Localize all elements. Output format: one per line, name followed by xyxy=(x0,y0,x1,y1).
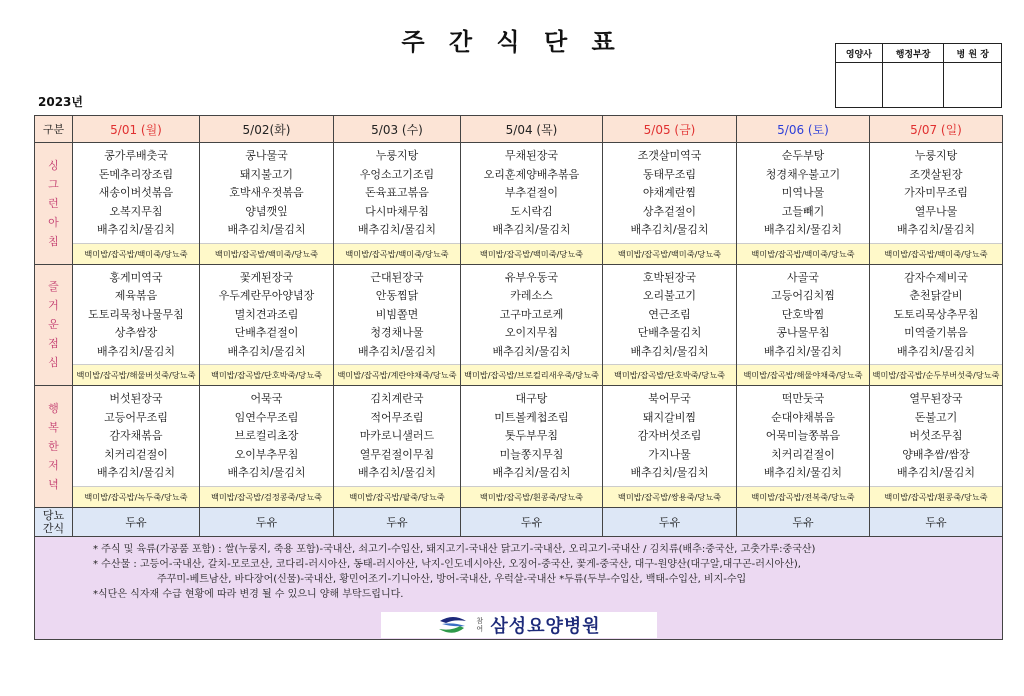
meal-label xyxy=(35,143,73,265)
dish-item: 무채된장국 xyxy=(504,149,559,162)
dish-item: 양념깻잎 xyxy=(245,204,288,218)
dish-item: 조갯살된장 xyxy=(909,167,963,181)
note-line: *식단은 식자재 수급 현황에 따라 변경 될 수 있으니 양해 부탁드립니다. xyxy=(93,588,404,600)
note-line: * 수산물 : 고등어-국내산, 갈치-모로코산, 코다리-러시아산, 동태-러시아산, 낙지-인도네시아산, 오징어-중국산, 꽃게-중국산, 대구-원양산(대구알,대구곤-러시아산), xyxy=(93,558,801,570)
menu-cell xyxy=(200,264,334,386)
dish-item: 돈육표고볶음 xyxy=(365,186,429,199)
meal-row xyxy=(35,264,1003,386)
dish-item: 대구탕 xyxy=(515,392,548,405)
menu-cell xyxy=(461,143,603,265)
dish-item: 새송이버섯볶음 xyxy=(98,186,174,199)
dish-item: 미역나물 xyxy=(781,186,825,199)
dish-item: 떡만둣국 xyxy=(781,392,825,405)
dish-item: 오리훈제양배추볶음 xyxy=(483,167,580,181)
snack-cell: 두유 xyxy=(200,507,334,536)
menu-cell xyxy=(737,386,870,508)
approval-label: 병 원 장 xyxy=(944,44,1002,63)
menu-cell xyxy=(461,386,603,508)
dish-item: 비빔쫄면 xyxy=(375,307,419,321)
dish-item: 돈메추리장조림 xyxy=(98,167,174,181)
dish-item: 동태무조림 xyxy=(642,167,697,181)
dish-item: 콩나물국 xyxy=(245,149,288,162)
rice-porridge-options: 백미밥/잡곡밥/전복죽/당뇨죽 xyxy=(737,486,869,507)
dish-item: 상추쌈장 xyxy=(114,326,158,339)
snack-cell: 두유 xyxy=(73,507,200,536)
rice-porridge-options: 백미밥/잡곡밥/계란야채죽/당뇨죽 xyxy=(334,364,460,385)
dish-item: 배추김치/물김치 xyxy=(630,344,709,358)
rice-porridge-options: 백미밥/잡곡밥/쌍용죽/당뇨죽 xyxy=(603,486,736,507)
day-header: 5/07 (일) xyxy=(870,116,1003,143)
dish-item: 고구마고로케 xyxy=(499,307,564,321)
menu-cell xyxy=(870,264,1003,386)
year-label: 2023년 xyxy=(38,95,83,109)
snack-cell: 두유 xyxy=(737,507,870,536)
corner-label: 구분 xyxy=(35,116,73,143)
page-title: 주 간 식 단 표 xyxy=(401,28,623,56)
rice-porridge-options: 백미밥/잡곡밥/단호박죽/당뇨죽 xyxy=(603,364,736,385)
menu-cell xyxy=(334,264,461,386)
dish-item: 어묵국 xyxy=(250,392,283,405)
dish-item: 도토리묵청나물무침 xyxy=(88,307,184,321)
dish-item: 안동찜닭 xyxy=(375,289,419,302)
meal-label-char: 운 xyxy=(48,318,59,332)
dish-item: 배추김치/물김치 xyxy=(896,223,976,236)
menu-cell xyxy=(870,386,1003,508)
snack-label xyxy=(35,507,73,536)
meal-row xyxy=(35,386,1003,508)
dish-item: 임연수무조림 xyxy=(234,410,299,424)
dish-item: 연근조림 xyxy=(648,307,691,321)
menu-cell xyxy=(870,143,1003,265)
dish-item: 근대된장국 xyxy=(370,270,424,284)
snack-cell: 두유 xyxy=(870,507,1003,536)
dish-item: 상추겉절이 xyxy=(642,204,697,218)
logo-name: 삼성요양병원 xyxy=(490,615,601,637)
meal-label-char: 아 xyxy=(48,215,59,229)
samsung-s-logo-icon xyxy=(436,615,470,635)
dish-item: 호박된장국 xyxy=(642,270,697,284)
meal-label xyxy=(35,264,73,386)
dish-item: 콩가루배춧국 xyxy=(104,149,168,162)
menu-cell xyxy=(334,143,461,265)
rice-porridge-options: 백미밥/잡곡밥/백미죽/당뇨죽 xyxy=(603,243,736,264)
menu-cell xyxy=(200,143,334,265)
meal-label-char: 복 xyxy=(48,420,59,434)
dish-item: 배추김치/물김치 xyxy=(896,466,976,479)
dish-item: 마카로니샐러드 xyxy=(359,429,435,442)
note-line: 주꾸미-베트남산, 바다장어(신물)-국내산, 황민어조기-기니아산, 방어-국내산, 우럭살-국내산 *두류(두부-수입산, 백태-수입산, 비지-수입 xyxy=(157,573,747,585)
rice-porridge-options: 백미밥/잡곡밥/백미죽/당뇨죽 xyxy=(73,243,199,264)
menu-cell xyxy=(603,143,737,265)
dish-item: 단호박찜 xyxy=(781,307,825,321)
meal-label xyxy=(35,386,73,508)
rice-porridge-options: 백미밥/잡곡밥/단호박죽/당뇨죽 xyxy=(200,364,333,385)
meal-label-char: 런 xyxy=(48,196,59,210)
dish-item: 배추김치/물김치 xyxy=(630,223,709,236)
day-header: 5/02(화) xyxy=(200,116,334,143)
dish-item: 우엉소고기조림 xyxy=(359,167,435,181)
dish-item: 감자수제비국 xyxy=(904,270,968,284)
rice-porridge-options: 백미밥/잡곡밥/백미죽/당뇨죽 xyxy=(737,243,869,264)
dish-item: 홍게미역국 xyxy=(109,270,163,284)
meal-label-char: 행 xyxy=(48,401,59,415)
snack-label-line: 간식 xyxy=(42,521,65,535)
dish-item: 배추김치/물김치 xyxy=(96,466,176,479)
day-header: 5/05 (금) xyxy=(603,116,737,143)
weekly-menu-table xyxy=(34,115,1003,640)
dish-item: 가지나물 xyxy=(648,447,691,461)
dish-item: 사골국 xyxy=(787,270,819,284)
dish-item: 고등어무조림 xyxy=(104,410,168,424)
approval-signature-cell xyxy=(944,63,1002,108)
dish-item: 버섯조무침 xyxy=(909,429,963,442)
dish-item: 배추김치/물김치 xyxy=(630,466,709,479)
dish-item: 열무된장국 xyxy=(909,392,963,405)
day-header-row xyxy=(35,116,1003,143)
rice-porridge-options: 백미밥/잡곡밥/백미죽/당뇨죽 xyxy=(200,243,333,264)
dish-item: 가자미무조림 xyxy=(904,186,968,199)
meal-label-char: 거 xyxy=(48,299,59,313)
approval-signature-cell xyxy=(882,63,944,108)
dish-item: 고들빼기 xyxy=(781,204,825,218)
dish-item: 제육볶음 xyxy=(114,289,158,302)
dish-item: 호박새우젓볶음 xyxy=(229,186,304,199)
dish-item: 유부우동국 xyxy=(504,270,559,284)
rice-porridge-options: 백미밥/잡곡밥/백미죽/당뇨죽 xyxy=(870,243,1002,264)
dish-item: 열무겉절이무침 xyxy=(359,447,435,461)
dish-item: 버섯된장국 xyxy=(109,392,163,405)
dish-item: 누룽지탕 xyxy=(375,149,419,162)
dish-item: 배추김치/물김치 xyxy=(763,344,843,358)
dish-item: 미늘쫑지무침 xyxy=(499,447,564,461)
dish-item: 배추김치/물김치 xyxy=(896,344,976,358)
meal-label-char: 싱 xyxy=(48,158,59,172)
snack-cell: 두유 xyxy=(461,507,603,536)
dish-item: 오이부추무침 xyxy=(234,447,299,461)
dish-item: 배추김치/물김치 xyxy=(357,344,437,358)
dish-item: 꽃게된장국 xyxy=(239,270,294,284)
dish-item: 우두계란무아양념장 xyxy=(218,289,315,302)
note-line: * 주식 및 육류(가공품 포함) : 쌀(누룽지, 죽용 포함)-국내산, 쇠고기-수입산, 돼지고기-국내산 닭고기-국내산, 오리고기-국내산 / 김치류(배추:중국산, 고춧가루:중국산) xyxy=(93,543,816,555)
menu-cell xyxy=(200,386,334,508)
menu-cell xyxy=(73,143,200,265)
rice-porridge-options: 백미밥/잡곡밥/백미죽/당뇨죽 xyxy=(334,243,460,264)
meal-label-char: 침 xyxy=(48,234,59,248)
origin-notes xyxy=(35,537,1002,602)
rice-porridge-options: 백미밥/잡곡밥/흰콩죽/당뇨죽 xyxy=(870,486,1002,507)
dish-item: 부추겉절이 xyxy=(504,186,559,199)
dish-item: 돼지갈비찜 xyxy=(642,410,697,424)
dish-item: 배추김치/물김치 xyxy=(96,344,176,358)
dish-item: 멸치견과조림 xyxy=(234,307,299,321)
rice-porridge-options: 백미밥/잡곡밥/검정콩죽/당뇨죽 xyxy=(200,486,333,507)
menu-cell xyxy=(737,143,870,265)
hospital-logo xyxy=(381,612,657,638)
dish-item: 배추김치/물김치 xyxy=(357,223,437,236)
snack-cell: 두유 xyxy=(334,507,461,536)
dish-item: 김치계란국 xyxy=(370,392,424,405)
footer-row xyxy=(35,536,1003,639)
dish-item: 오리불고기 xyxy=(642,289,697,302)
rice-porridge-options: 백미밥/잡곡밥/해물버섯죽/당뇨죽 xyxy=(73,364,199,385)
meal-label-char: 저 xyxy=(48,458,59,472)
dish-item: 배추김치/물김치 xyxy=(357,466,437,479)
meal-label-char: 녁 xyxy=(48,477,59,491)
approval-label: 행정부장 xyxy=(882,44,944,63)
dish-item: 어묵미늘쫑볶음 xyxy=(765,429,841,442)
dish-item: 콩나물무침 xyxy=(776,326,830,339)
dish-item: 미트볼케첩조림 xyxy=(494,410,569,424)
day-header: 5/03 (수) xyxy=(334,116,461,143)
dish-item: 브로컬리초장 xyxy=(234,429,299,442)
dish-item: 다시마채무침 xyxy=(365,204,429,218)
dish-item: 야채계란찜 xyxy=(642,186,697,199)
dish-item: 열무나물 xyxy=(914,204,958,218)
dish-item: 북어무국 xyxy=(648,392,691,405)
dish-item: 배추김치/물김치 xyxy=(492,223,571,236)
day-header: 5/04 (목) xyxy=(461,116,603,143)
day-header: 5/01 (월) xyxy=(73,116,200,143)
dish-item: 청경채우불고기 xyxy=(765,167,841,181)
meal-row xyxy=(35,143,1003,265)
dish-item: 치커리겉절이 xyxy=(771,447,835,461)
dish-item: 배추김치/물김치 xyxy=(492,466,571,479)
meal-label-char: 심 xyxy=(48,356,59,370)
rice-porridge-options: 백미밥/잡곡밥/녹두죽/당뇨죽 xyxy=(73,486,199,507)
dish-item: 배추김치/물김치 xyxy=(763,466,843,479)
dish-item: 적어무조림 xyxy=(370,410,424,424)
menu-cell xyxy=(603,264,737,386)
dish-item: 순두부탕 xyxy=(781,149,825,162)
menu-cell xyxy=(73,264,200,386)
dish-item: 감자버섯조림 xyxy=(637,429,702,442)
dish-item: 춘천닭갈비 xyxy=(909,289,963,302)
dish-item: 단배추물김치 xyxy=(637,326,702,339)
dish-item: 미역줄기볶음 xyxy=(904,326,968,339)
approval-label: 영양사 xyxy=(836,44,883,63)
rice-porridge-options: 백미밥/잡곡밥/흰콩죽/당뇨죽 xyxy=(461,486,602,507)
dish-item: 오복지무침 xyxy=(109,204,163,218)
rice-porridge-options: 백미밥/잡곡밥/해물야채죽/당뇨죽 xyxy=(737,364,869,385)
notes-panel xyxy=(35,536,1003,639)
dish-item: 배추김치/물김치 xyxy=(96,223,176,236)
dish-item: 톳두부무침 xyxy=(504,429,559,442)
dish-item: 배추김치/물김치 xyxy=(492,344,571,358)
meal-label-char: 즐 xyxy=(48,280,59,294)
dish-item: 치커리겉절이 xyxy=(104,447,168,461)
dish-item: 누룽지탕 xyxy=(914,149,958,162)
menu-cell xyxy=(461,264,603,386)
menu-cell xyxy=(737,264,870,386)
menu-cell xyxy=(334,386,461,508)
dish-item: 배추김치/물김치 xyxy=(763,223,843,236)
dish-item: 오이지무침 xyxy=(504,326,559,339)
meal-label-char: 한 xyxy=(48,439,59,453)
logo-subtext: 참여 xyxy=(476,616,484,633)
dish-item: 배추김치/물김치 xyxy=(227,344,306,358)
dish-item: 순대야채볶음 xyxy=(771,410,835,424)
dish-item: 양배추쌈/쌈장 xyxy=(902,447,970,461)
meal-label-char: 점 xyxy=(48,337,59,351)
rice-porridge-options: 백미밥/잡곡밥/브로컬리새우죽/당뇨죽 xyxy=(461,364,602,385)
rice-porridge-options: 백미밥/잡곡밥/백미죽/당뇨죽 xyxy=(461,243,602,264)
menu-cell xyxy=(73,386,200,508)
rice-porridge-options: 백미밥/잡곡밥/팥죽/당뇨죽 xyxy=(334,486,460,507)
snack-cell: 두유 xyxy=(603,507,737,536)
day-header: 5/06 (토) xyxy=(737,116,870,143)
rice-porridge-options: 백미밥/잡곡밥/순두부버섯죽/당뇨죽 xyxy=(870,364,1002,385)
dish-item: 청경채나물 xyxy=(370,326,424,339)
dish-item: 배추김치/물김치 xyxy=(227,466,306,479)
snack-label-line: 당뇨 xyxy=(42,508,65,522)
dish-item: 조갯살미역국 xyxy=(637,149,702,162)
dish-item: 도토리묵상추무침 xyxy=(893,307,979,321)
dish-item: 단배추겉절이 xyxy=(234,326,299,339)
dish-item: 카레소스 xyxy=(510,289,553,302)
dish-item: 배추김치/물김치 xyxy=(227,223,306,236)
snack-row xyxy=(35,507,1003,536)
menu-cell xyxy=(603,386,737,508)
dish-item: 고등어김치찜 xyxy=(771,289,835,302)
approval-signature-cell xyxy=(836,63,883,108)
meal-label-char: 그 xyxy=(48,177,59,191)
approval-box xyxy=(835,43,1002,108)
dish-item: 도시락김 xyxy=(510,204,553,218)
dish-item: 돈불고기 xyxy=(914,410,958,424)
dish-item: 돼지불고기 xyxy=(239,167,294,181)
dish-item: 감자채볶음 xyxy=(109,429,163,442)
